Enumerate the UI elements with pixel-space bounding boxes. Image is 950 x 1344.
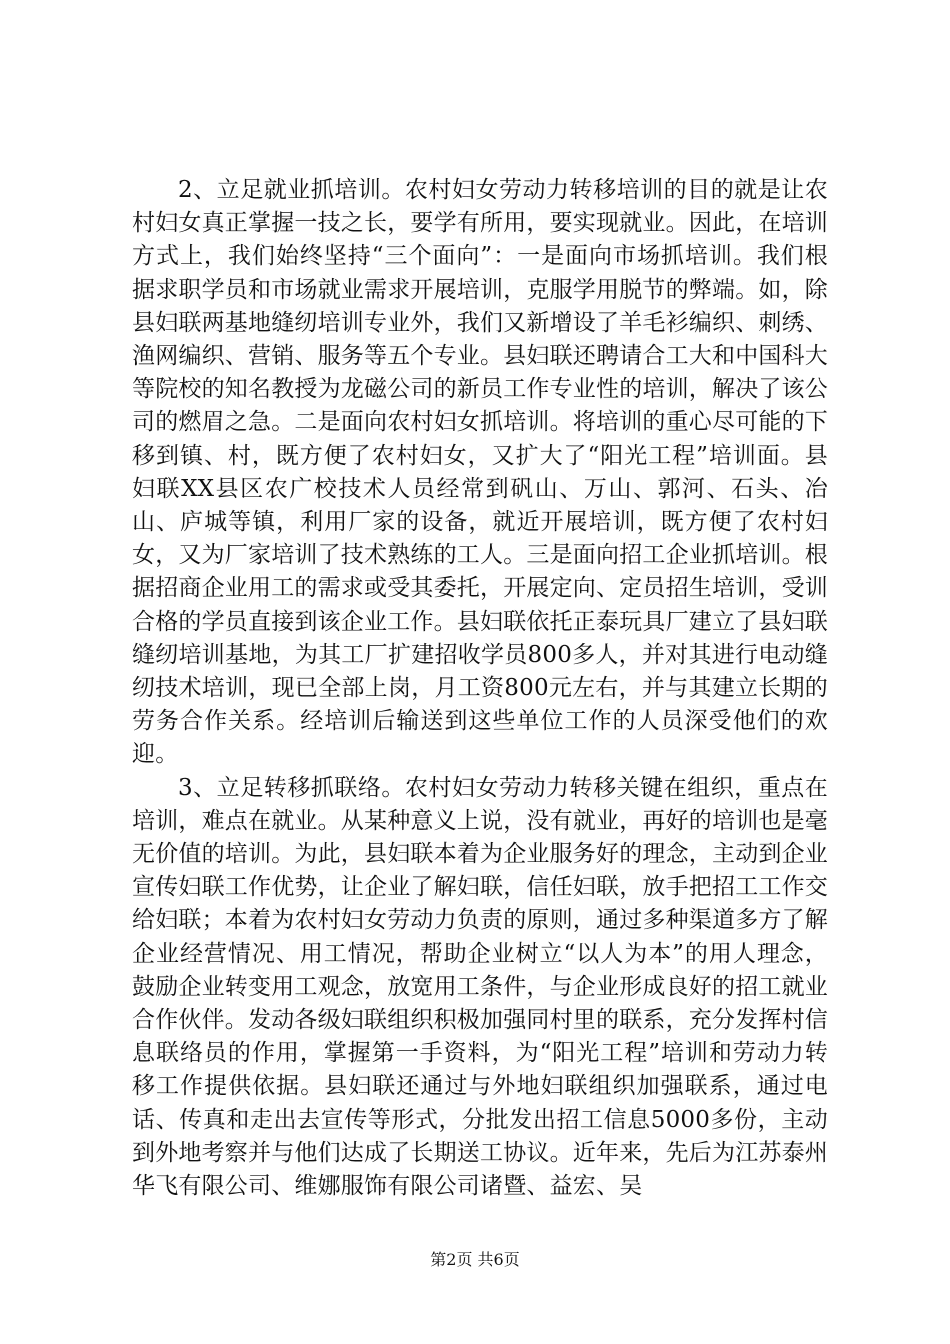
- paragraph-training: 2、立足就业抓培训。农村妇女劳动力转移培训的目的就是让农村妇女真正掌握一技之长，要学有所用，要实现就业。因此，在培训方式上，我们始终坚持“三个面向”：一是面向市场抓培训。我们根据求职学员和市场就业需求开展培训，克服学用脱节的弊端。如，除县妇联两基地缝纫培训专业外，我们又新增设了羊毛衫编织、刺绣、渔网编织、营销、服务等五个专业。县妇联还聘请合工大和中国科大等院校的知名教授为龙磁公司的新员工作专业性的培训，解决了该公司的燃眉之急。二是面向农村妇女抓培训。将培训的重心尽可能的下移到镇、村，既方便了农村妇女，又扩大了“阳光工程”培训面。县妇联XX县区农广校技术人员经常到矾山、万山、郭河、石头、冶山、庐城等镇，利用厂家的设备，就近开展培训，既方便了农村妇女，又为厂家培训了技术熟练的工人。三是面向招工企业抓培训。根据招商企业用工的需求或受其委托，开展定向、定员招生培训，受训合格的学员直接到该企业工作。县妇联依托正泰玩具厂建立了县妇联缝纫培训基地，为其工厂扩建招收学员800多人，并对其进行电动缝纫技术培训，现已全部上岗，月工资800元左右，并与其建立长期的劳务合作关系。经培训后输送到这些单位工作的人员深受他们的欢迎。: [132, 177, 828, 768]
- page-number-footer: 第2页 共6页: [430, 1250, 520, 1269]
- document-body: [132, 174, 828, 1203]
- paragraph-liaison: 3、立足转移抓联络。农村妇女劳动力转移关键在组织，重点在培训，难点在就业。从某种意义上说，没有就业，再好的培训也是毫无价值的培训。为此，县妇联本着为企业服务好的理念，主动到企业宣传妇联工作优势，让企业了解妇联，信任妇联，放手把招工工作交给妇联；本着为农村妇女劳动力负责的原则，通过多种渠道多方了解企业经营情况、用工情况，帮助企业树立“以人为本”的用人理念，鼓励企业转变用工观念，放宽用工条件，与企业形成良好的招工就业合作伙伴。发动各级妇联组织积极加强同村里的联系，充分发挥村信息联络员的作用，掌握第一手资料，为“阳光工程”培训和劳动力转移工作提供依据。县妇联还通过与外地妇联组织加强联系，通过电话、传真和走出去宣传等形式，分批发出招工信息5000多份，主动到外地考察并与他们达成了长期送工协议。近年来，先后为江苏泰州华飞有限公司、维娜服饰有限公司诸暨、益宏、吴: [132, 774, 828, 1200]
